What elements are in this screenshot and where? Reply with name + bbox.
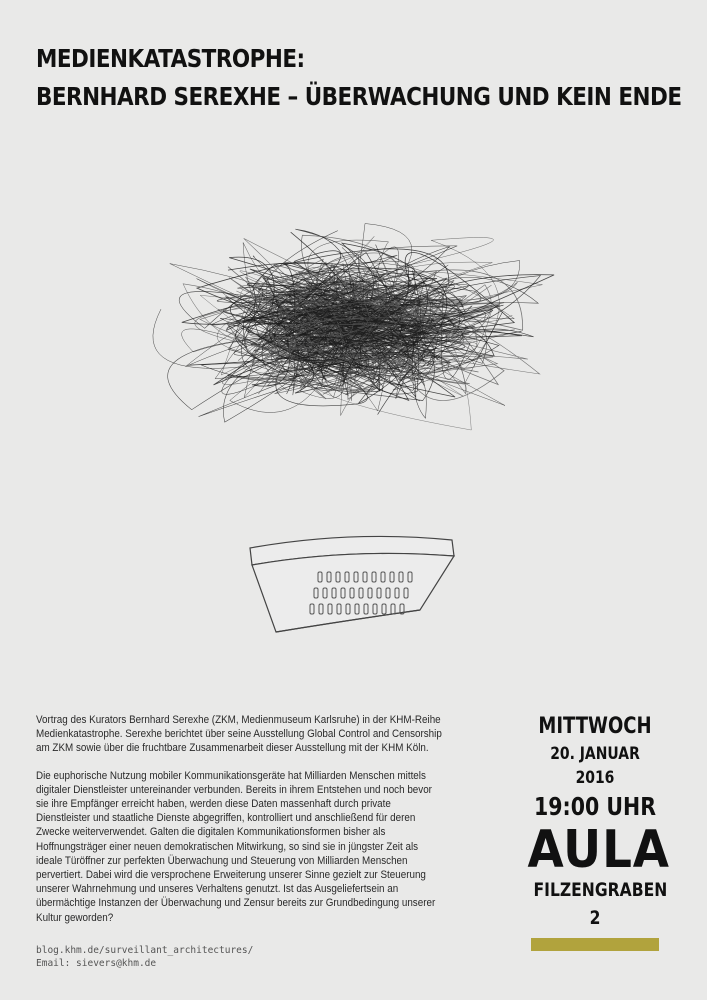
event-info [520,712,670,951]
title-line-1: MEDIENKATASTROPHE: [36,44,305,73]
description [36,713,445,938]
event-street: FILZENGRABEN 2 [533,879,668,929]
event-time: 19:00 UHR [533,792,656,821]
scribble-basket-illustration [0,110,707,670]
blog-link[interactable]: blog.khm.de/surveillant_architectures/ [36,945,254,956]
title-line-2: BERNHARD SEREXHE – ÜBERWACHUNG UND KEIN ENDE [36,82,682,111]
event-venue: AULA [527,820,670,880]
accent-bar [531,938,659,951]
email-link[interactable]: Email: sievers@khm.de [36,958,157,969]
poster-title [36,40,682,116]
main-paragraph: Die euphorische Nutzung mobiler Kommunikationsgeräte hat Milliarden Menschen mittels digitaler Dienstleister untereinander verbunden. Bereits in ihrem Entstehen und noch bevor sie ihre Empfänger erreicht haben, werden diese Daten massenhaft durch private Dienstleister und staatliche Dienste abgegriffen, kontrolliert und anschließend für deren Zwecke weiterverwendet. Galten die digitalen Kommunikationsformen bisher als Hoffnungsträger einer neuen demokratischen Mitwirkung, so sind sie in jüngster Zeit als ideale Türöffner zur perfekten Überwachung und Steuerung von Milliarden Menschen pervertiert. Dabei wird die versprochene Erweiterung unserer Sinne gezielt zur Steuerung unserer Wahrnehmung und unseres Verhaltens genutzt. Ist das Ausgeliefertsein an übermächtige Instanzen der Überwachung und Zensur bereits zur Grundbedingung unserer Kultur geworden? [36,769,436,924]
event-date: 20. JANUAR 2016 [550,744,640,788]
footer [36,944,253,970]
event-weekday: MITTWOCH [538,714,652,739]
intro-paragraph: Vortrag des Kurators Bernhard Serexhe (ZKM, Medienmuseum Karlsruhe) in der KHM-Reihe Medienkatastrophe. Serexhe berichtet über seine Ausstellung Global Control and Censorship am ZKM sowie über die fruchtbare Zusammenarbeit dieser Ausstellung mit der KHM Köln. [36,714,442,755]
scribble-cloud [153,224,554,431]
basket-icon [250,536,454,632]
